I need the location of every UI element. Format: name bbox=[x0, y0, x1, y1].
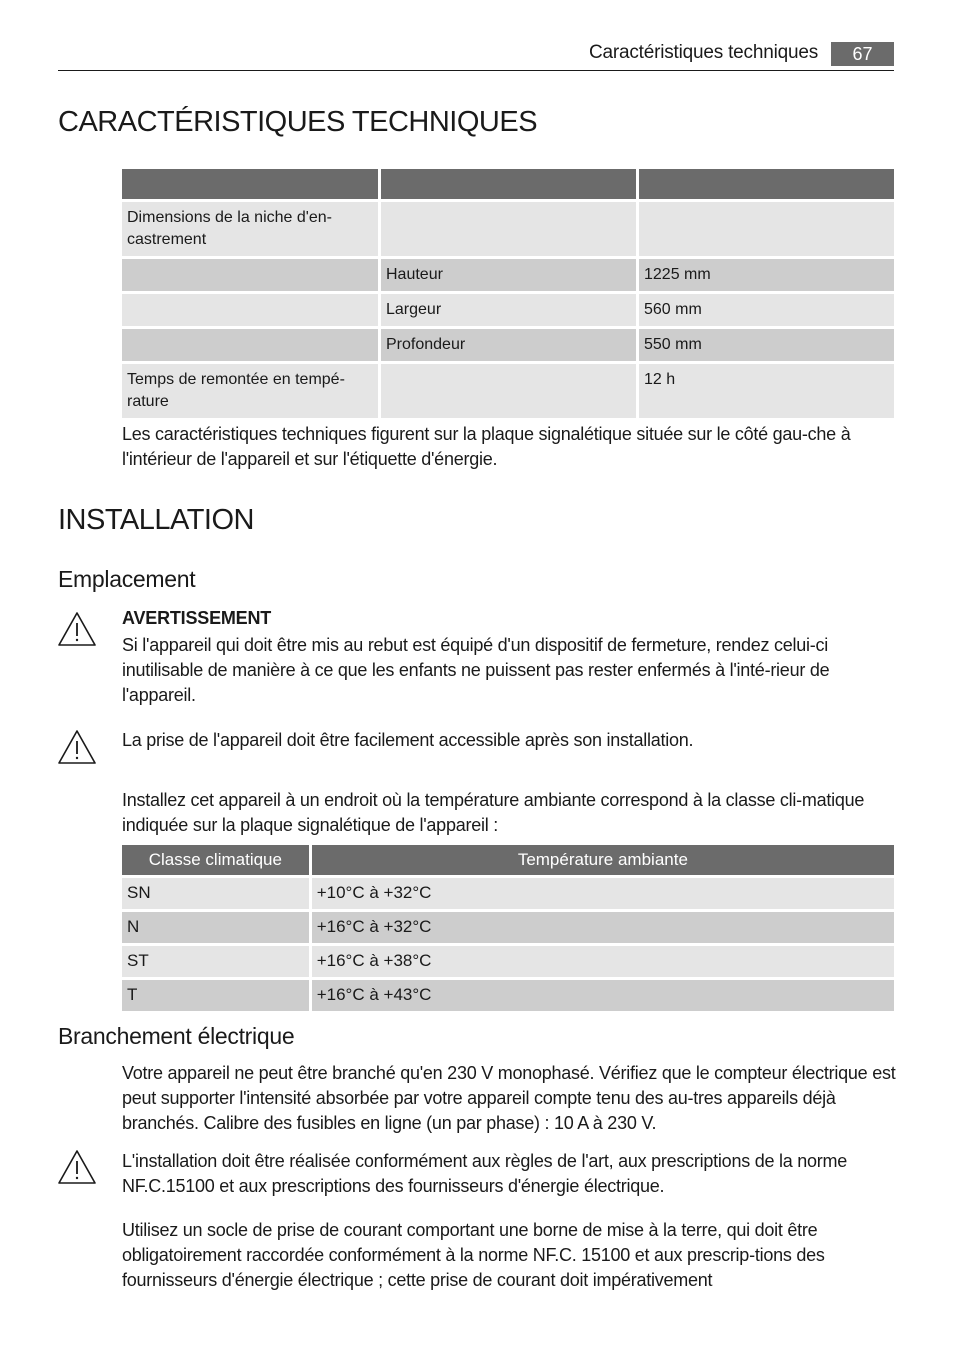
section-title-installation: INSTALLATION bbox=[58, 504, 254, 536]
warning-label: AVERTISSEMENT bbox=[122, 608, 272, 628]
subsection-title-branchement: Branchement électrique bbox=[58, 1023, 295, 1049]
climate-class: SN bbox=[122, 878, 309, 909]
climate-intro: Installez cet appareil à un endroit où la température ambiante correspond à la classe cli-matique indiquée sur la plaque signalétique de l'appareil : bbox=[122, 790, 865, 835]
table-row bbox=[122, 202, 894, 256]
climate-class: T bbox=[122, 980, 309, 1011]
spec-param: Profondeur bbox=[381, 329, 636, 361]
climate-header-row bbox=[122, 845, 894, 875]
caution-text-accessible: La prise de l'appareil doit être facilement accessible après son installation. bbox=[122, 730, 694, 750]
warning-triangle-icon bbox=[57, 610, 97, 648]
table-row bbox=[122, 878, 894, 909]
spec-param: Largeur bbox=[381, 294, 636, 326]
spec-table bbox=[119, 166, 897, 421]
table-row bbox=[122, 294, 894, 326]
table-row bbox=[122, 329, 894, 361]
climate-temp: +16°C à +32°C bbox=[312, 912, 894, 943]
climate-temp: +16°C à +38°C bbox=[312, 946, 894, 977]
climate-header-class: Classe climatique bbox=[122, 845, 309, 875]
spec-label bbox=[122, 259, 378, 291]
section-title-tech: CARACTÉRISTIQUES TECHNIQUES bbox=[58, 106, 538, 138]
warning-text: Si l'appareil qui doit être mis au rebut est équipé d'un dispositif de fermeture, rendez celui-ci inutilisable de manière à ce que les enfants ne puissent pas rester enfermés à l'inté-rieur de l'appareil. bbox=[122, 635, 830, 705]
running-header bbox=[58, 40, 894, 71]
climate-header-temp: Température ambiante bbox=[312, 845, 894, 875]
table-row bbox=[122, 259, 894, 291]
spec-label bbox=[122, 329, 378, 361]
caution-text-norme: L'installation doit être réalisée conformément aux règles de l'art, aux prescriptions de la norme NF.C.15100 et aux prescriptions des fournisseurs d'énergie électrique. bbox=[122, 1151, 848, 1196]
spec-param: Hauteur bbox=[381, 259, 636, 291]
spec-value: 550 mm bbox=[639, 329, 894, 361]
tech-note: Les caractéristiques techniques figurent sur la plaque signalétique située sur le côté gau-che à l'intérieur de l'appareil et sur l'étiquette d'énergie. bbox=[122, 424, 851, 469]
spec-header-cell bbox=[639, 169, 894, 199]
spec-param bbox=[381, 364, 636, 418]
spec-header-cell bbox=[381, 169, 636, 199]
spec-value bbox=[639, 202, 894, 256]
climate-table bbox=[119, 842, 897, 1014]
spec-value: 560 mm bbox=[639, 294, 894, 326]
spec-label bbox=[122, 294, 378, 326]
page-number: 67 bbox=[831, 42, 894, 66]
climate-class: ST bbox=[122, 946, 309, 977]
warning-triangle-icon bbox=[57, 1148, 97, 1186]
spec-header-cell bbox=[122, 169, 378, 199]
spec-label: Temps de remontée en tempé-rature bbox=[122, 364, 378, 418]
running-title: Caractéristiques techniques bbox=[588, 42, 818, 63]
table-row bbox=[122, 980, 894, 1011]
spec-header-row bbox=[122, 169, 894, 199]
spec-value: 12 h bbox=[639, 364, 894, 418]
table-row bbox=[122, 364, 894, 418]
climate-temp: +10°C à +32°C bbox=[312, 878, 894, 909]
branchement-para-1: Votre appareil ne peut être branché qu'en 230 V monophasé. Vérifiez que le compteur électrique est peut supporter l'intensité absorbée par votre appareil compte tenu des au-tres appareils déjà branchés. Calibre des fusibles en ligne (un par phase) : 10 A à 230 V. bbox=[122, 1063, 896, 1133]
warning-triangle-icon bbox=[57, 728, 97, 766]
spec-value: 1225 mm bbox=[639, 259, 894, 291]
table-row bbox=[122, 946, 894, 977]
subsection-title-emplacement: Emplacement bbox=[58, 566, 196, 592]
table-row bbox=[122, 912, 894, 943]
branchement-para-2: Utilisez un socle de prise de courant comportant une borne de mise à la terre, qui doit être obligatoirement raccordée conformément à la norme NF.C. 15100 et aux prescrip-tions des fournisseurs d'énergie électrique ; cette prise de courant doit impérativement bbox=[122, 1220, 825, 1290]
climate-class: N bbox=[122, 912, 309, 943]
spec-label: Dimensions de la niche d'en-castrement bbox=[122, 202, 378, 256]
spec-param bbox=[381, 202, 636, 256]
climate-temp: +16°C à +43°C bbox=[312, 980, 894, 1011]
